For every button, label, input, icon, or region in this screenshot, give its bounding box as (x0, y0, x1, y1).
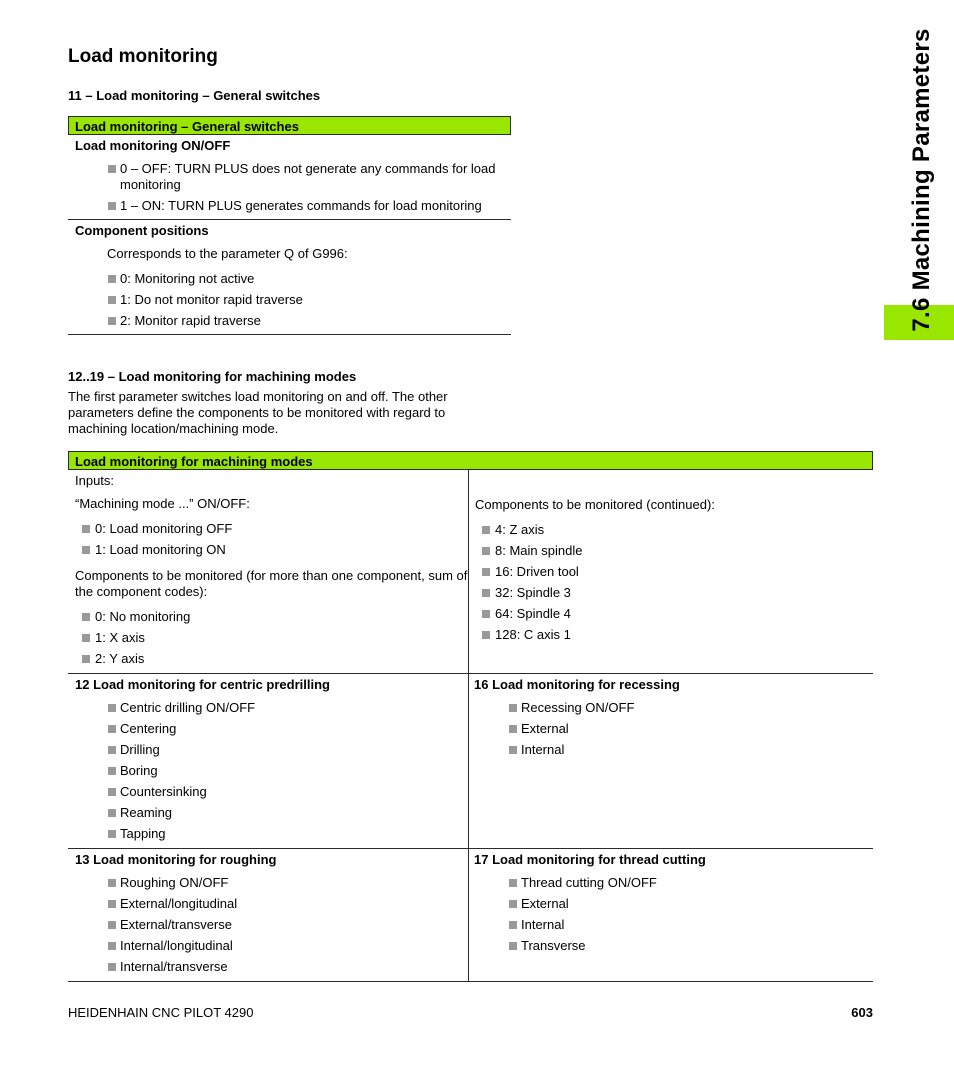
row-title: Component positions (75, 223, 209, 238)
row-title: Load monitoring ON/OFF (75, 138, 231, 153)
list-item: External (469, 721, 873, 737)
list-item: 0: Monitoring not active (68, 271, 511, 287)
row-inputs (68, 470, 873, 674)
list-item: Internal (469, 742, 873, 758)
list-item: Recessing ON/OFF (469, 700, 873, 716)
section-subheading-11: 11 – Load monitoring – General switches (68, 88, 321, 103)
list-item: 128: C axis 1 (475, 627, 873, 643)
table-header-bar: Load monitoring – General switches (68, 116, 511, 135)
cell-16 (468, 674, 873, 848)
list-item: 1: X axis (75, 630, 468, 646)
list-item: 4: Z axis (475, 522, 873, 538)
inputs-right (468, 470, 873, 673)
list-item: Internal/longitudinal (68, 938, 468, 954)
row-13-17 (68, 849, 873, 982)
list-item: Thread cutting ON/OFF (469, 875, 873, 891)
page-heading: Load monitoring (68, 46, 218, 67)
list-item: 2: Y axis (75, 651, 468, 667)
table-general-switches (68, 116, 511, 335)
inputs-label: Inputs: (75, 473, 115, 488)
list-item: External/longitudinal (68, 896, 468, 912)
list-item: Internal/transverse (68, 959, 468, 975)
table-machining-modes (68, 451, 873, 982)
list-item: Countersinking (68, 784, 468, 800)
list-item: 1 – ON: TURN PLUS generates commands for load monitoring (68, 198, 511, 214)
table-header-bar: Load monitoring for machining modes (68, 451, 873, 470)
list-item: 0: No monitoring (75, 609, 468, 625)
list-item: 8: Main spindle (475, 543, 873, 559)
cell-13 (68, 849, 468, 981)
list-item: Transverse (469, 938, 873, 954)
row-12-16 (68, 674, 873, 849)
row-text: Corresponds to the parameter Q of G996: (107, 246, 348, 261)
list-item: 16: Driven tool (475, 564, 873, 580)
list-item: Tapping (68, 826, 468, 842)
list-item: 1: Load monitoring ON (75, 542, 468, 558)
chapter-side-title: 7.6 Machining Parameters (908, 28, 935, 332)
cell-17 (468, 849, 873, 981)
cell-title: 13 Load monitoring for roughing (75, 852, 277, 867)
cell-title: 17 Load monitoring for thread cutting (474, 852, 706, 867)
inputs-left (68, 470, 468, 673)
list-item: 64: Spindle 4 (475, 606, 873, 622)
cell-12 (68, 674, 468, 848)
list-item: External (469, 896, 873, 912)
section-subheading-12-19: 12..19 – Load monitoring for machining modes (68, 369, 357, 384)
components-text: Components to be monitored (for more than one component, sum of the component codes): (75, 568, 468, 599)
footer-page-number: 603 (851, 1005, 873, 1020)
list-item: Internal (469, 917, 873, 933)
list-item: 1: Do not monitor rapid traverse (68, 292, 511, 308)
list-item: Roughing ON/OFF (68, 875, 468, 891)
list-item: 0: Load monitoring OFF (75, 521, 468, 537)
mode-text: “Machining mode ...” ON/OFF: (75, 496, 250, 511)
row-load-monitoring-onoff (68, 138, 511, 220)
cell-title: 16 Load monitoring for recessing (474, 677, 680, 692)
continued-text: Components to be monitored (continued): (475, 497, 715, 512)
list-item: 32: Spindle 3 (475, 585, 873, 601)
list-item: External/transverse (68, 917, 468, 933)
row-component-positions (68, 223, 511, 335)
list-item: Centric drilling ON/OFF (68, 700, 468, 716)
list-item: Centering (68, 721, 468, 737)
intro-paragraph: The first parameter switches load monitoring on and off. The other parameters define the components to be monitored with regard to machining location/machining mode. (68, 389, 448, 436)
list-item: 2: Monitor rapid traverse (68, 313, 511, 329)
footer-manual-title: HEIDENHAIN CNC PILOT 4290 (68, 1005, 254, 1020)
list-item: 0 – OFF: TURN PLUS does not generate any commands for load monitoring (68, 161, 511, 193)
cell-title: 12 Load monitoring for centric predrilling (75, 677, 330, 692)
list-item: Boring (68, 763, 468, 779)
list-item: Drilling (68, 742, 468, 758)
list-item: Reaming (68, 805, 468, 821)
